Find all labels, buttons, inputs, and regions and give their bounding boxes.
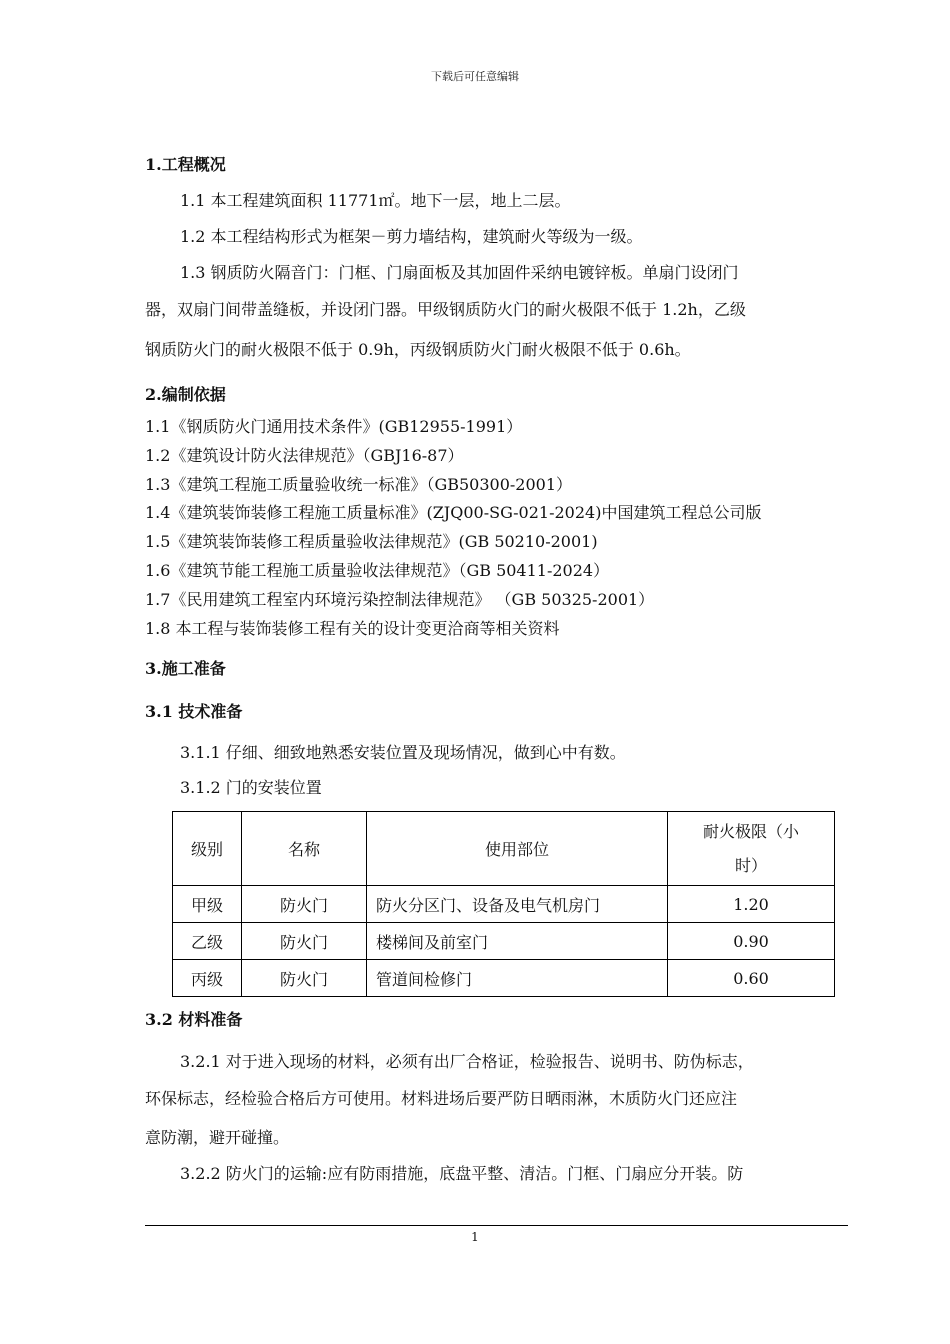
paragraph-1-1: 1.1 本工程建筑面积 11771㎡。地下一层，地上二层。 [180,191,571,210]
table-cell-location: 楼梯间及前室门 [367,923,668,960]
reference-item: 1.3《建筑工程施工质量验收统一标准》（GB50300-2001） [145,475,573,494]
table-row [173,960,835,997]
paragraph-1-3-line1: 1.3 钢质防火隔音门：门框、门扇面板及其加固件采纳电镀锌板。单扇门设闭门 [180,263,739,282]
table-cell-rating: 0.90 [668,923,835,960]
door-location-table [172,811,835,997]
table-header-cell [668,812,835,886]
table-row [173,886,835,923]
reference-item: 1.7《民用建筑工程室内环境污染控制法律规范》 （GB 50325-2001） [145,590,655,609]
paragraph-3-1-2: 3.1.2 门的安装位置 [180,778,322,797]
table-header-cell: 使用部位 [367,812,668,886]
paragraph-1-3-line3: 钢质防火门的耐火极限不低于 0.9h，丙级钢质防火门耐火极限不低于 0.6h。 [145,340,691,359]
table-cell-grade: 丙级 [173,960,242,997]
paragraph-3-1-1: 3.1.1 仔细、细致地熟悉安装位置及现场情况，做到心中有数。 [180,743,626,762]
subsection-title-3-1: 3.1 技术准备 [145,702,243,721]
footer-divider [145,1225,848,1226]
page-header: 下载后可任意编辑 [431,70,519,83]
table-header-row [173,812,835,886]
table-cell-name: 防火门 [242,886,367,923]
table-cell-location: 防火分区门、设备及电气机房门 [367,886,668,923]
paragraph-1-2: 1.2 本工程结构形式为框架－剪力墙结构，建筑耐火等级为一级。 [180,227,643,246]
table-cell-grade: 甲级 [173,886,242,923]
paragraph-3-2-1-line1: 3.2.1 对于进入现场的材料，必须有出厂合格证，检验报告、说明书、防伪标志， [180,1052,754,1071]
reference-item: 1.6《建筑节能工程施工质量验收法律规范》（GB 50411-2024） [145,561,610,580]
table-header-cell: 名称 [242,812,367,886]
paragraph-3-2-2-line1: 3.2.2 防火门的运输:应有防雨措施，底盘平整、清洁。门框、门扇应分开装。防 [180,1164,744,1183]
reference-item: 1.5《建筑装饰装修工程质量验收法律规范》(GB 50210-2001) [145,532,598,551]
table-cell-rating: 0.60 [668,960,835,997]
table-cell-rating: 1.20 [668,886,835,923]
section-title-3: 3.施工准备 [145,659,226,678]
table-cell-name: 防火门 [242,923,367,960]
section-title-1: 1.工程概况 [145,155,226,174]
reference-item: 1.2《建筑设计防火法律规范》（GBJ16-87） [145,446,464,465]
table-cell-location: 管道间检修门 [367,960,668,997]
reference-item: 1.8 本工程与装饰装修工程有关的设计变更洽商等相关资料 [145,619,560,638]
reference-item: 1.1《钢质防火门通用技术条件》(GB12955-1991） [145,417,523,436]
paragraph-3-2-1-line2: 环保标志，经检验合格后方可使用。材料进场后要严防日晒雨淋，木质防火门还应注 [145,1089,738,1108]
header-fire-rating-line2: 时） [734,855,767,875]
table-header-cell: 级别 [173,812,242,886]
table-cell-grade: 乙级 [173,923,242,960]
reference-item: 1.4《建筑装饰装修工程施工质量标准》(ZJQ00-SG-021-2024)中国建筑工程总公司版 [145,503,762,522]
paragraph-1-3-line2: 器，双扇门间带盖缝板，并设闭门器。甲级钢质防火门的耐火极限不低于 1.2h，乙级 [145,300,746,319]
table-row [173,923,835,960]
page-number: 1 [471,1230,479,1244]
header-fire-rating-line1: 耐火极限（小 [702,821,799,841]
subsection-title-3-2: 3.2 材料准备 [145,1010,243,1029]
paragraph-3-2-1-line3: 意防潮，避开碰撞。 [145,1128,290,1147]
table-cell-name: 防火门 [242,960,367,997]
section-title-2: 2.编制依据 [145,385,226,404]
